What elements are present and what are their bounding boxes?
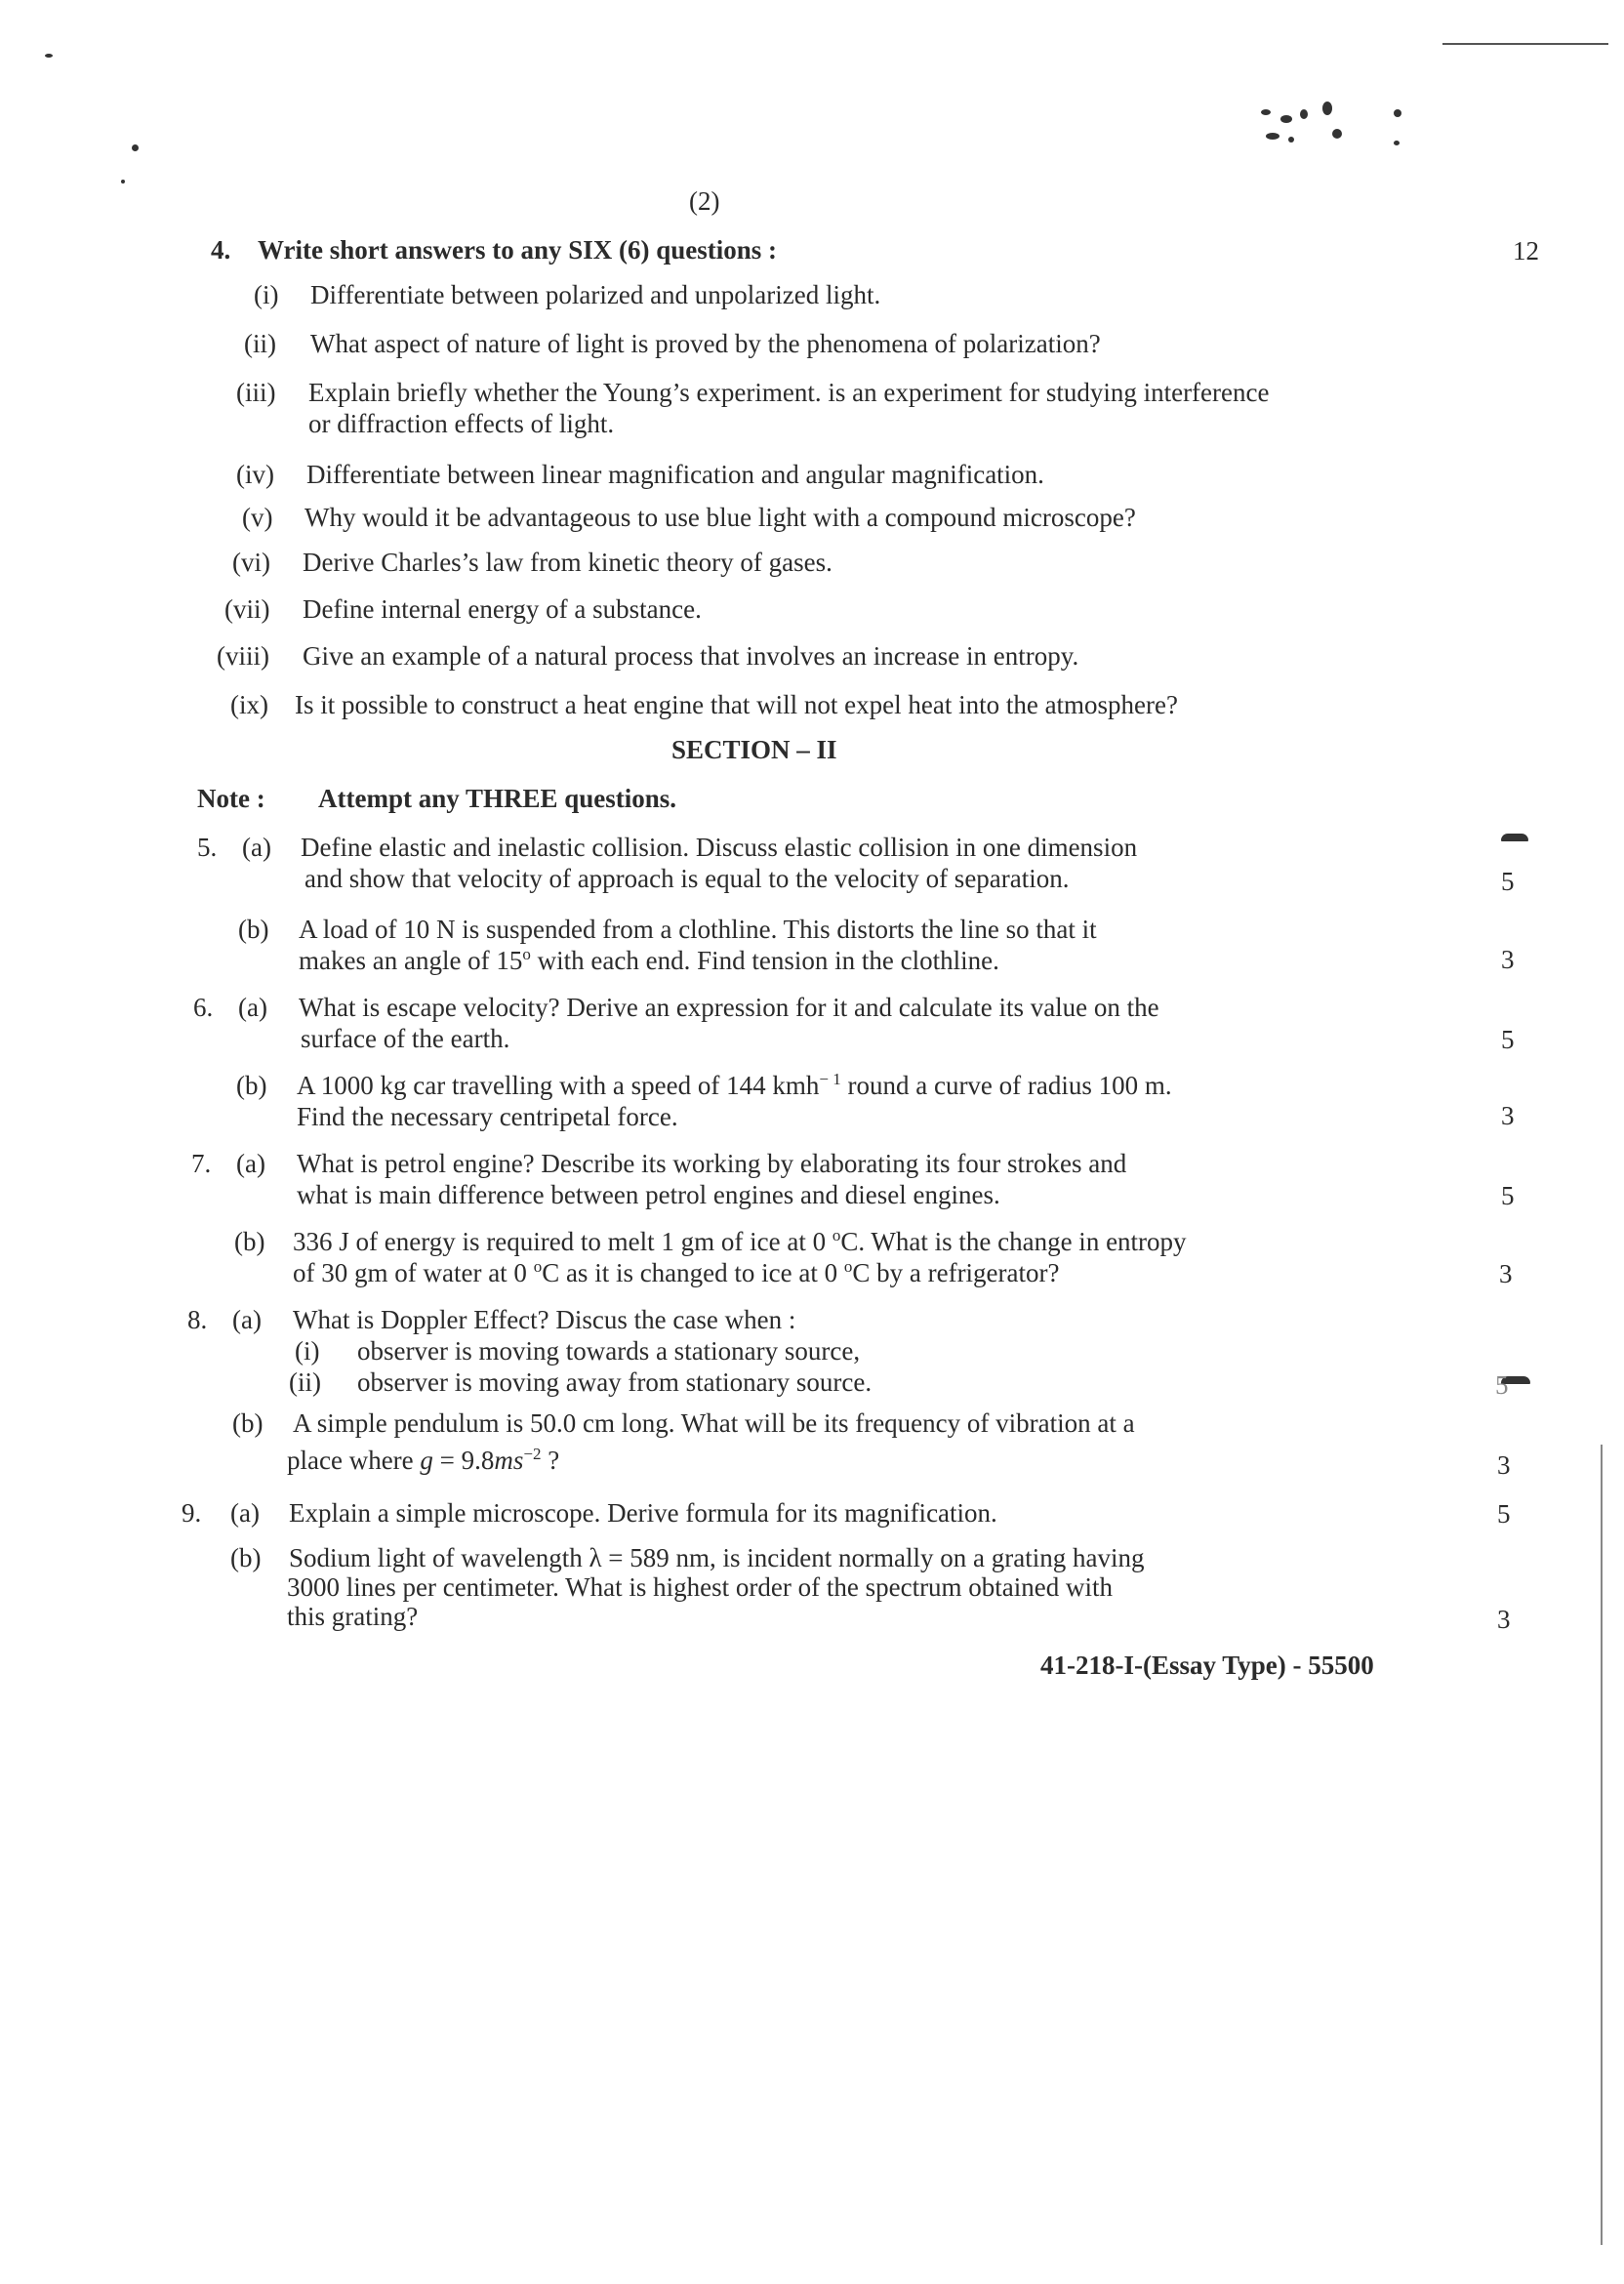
question-9-number: 9. <box>182 1498 202 1528</box>
question-text: What is petrol engine? Describe its working by elaborating its four strokes and <box>297 1149 1127 1178</box>
question-4-title: Write short answers to any SIX (6) questions : <box>258 235 778 265</box>
q4-item-num: (ix) <box>230 690 268 719</box>
part-label: (b) <box>230 1543 262 1572</box>
q4-item-num: (vi) <box>232 548 270 577</box>
question-6-number: 6. <box>193 993 214 1022</box>
part-label: (a) <box>238 993 267 1022</box>
sub-part-label: (i) <box>295 1336 320 1366</box>
question-text: A load of 10 N is suspended from a clothline. This distorts the line so that it <box>299 915 1097 944</box>
scan-speck <box>1261 109 1271 115</box>
scan-speck <box>121 180 125 184</box>
marks: 3 <box>1501 945 1515 974</box>
note-text: Attempt any THREE questions. <box>318 784 677 813</box>
question-5-number: 5. <box>197 833 218 862</box>
q4-item-text: Differentiate between polarized and unpolarized light. <box>310 280 881 309</box>
scan-speck <box>1288 137 1294 143</box>
q4-item-num: (iii) <box>236 378 276 407</box>
question-text: this grating? <box>287 1602 419 1631</box>
question-4-number: 4. <box>211 235 231 265</box>
scan-speck <box>1501 834 1528 841</box>
question-8-number: 8. <box>187 1305 208 1334</box>
sub-part-label: (ii) <box>289 1367 321 1397</box>
q4-item-num: (viii) <box>217 641 269 671</box>
q4-item-num: (ii) <box>244 329 276 358</box>
scan-speck <box>45 54 53 58</box>
paper-code: 41-218-I-(Essay Type) - 55500 <box>1040 1651 1374 1680</box>
section-heading: SECTION – II <box>671 735 837 764</box>
question-text: What is escape velocity? Derive an expression for it and calculate its value on the <box>299 993 1159 1022</box>
part-label: (a) <box>230 1498 260 1528</box>
q4-item-text-line2: or diffraction effects of light. <box>308 409 615 438</box>
part-label: (a) <box>232 1305 262 1334</box>
q4-item-num: (vii) <box>224 594 270 624</box>
q4-item-text: Give an example of a natural process that involves an increase in entropy. <box>303 641 1079 671</box>
scan-speck <box>1394 141 1400 145</box>
scan-speck <box>1394 109 1401 117</box>
page-number: (2) <box>689 186 720 216</box>
part-label: (a) <box>242 833 271 862</box>
part-label: (a) <box>236 1149 265 1178</box>
question-text: What is Doppler Effect? Discus the case when : <box>293 1305 796 1334</box>
marks: 5 <box>1501 867 1515 896</box>
question-4-marks: 12 <box>1513 236 1539 265</box>
q4-item-num: (v) <box>242 503 273 532</box>
q4-item-text: Why would it be advantageous to use blue light with a compound microscope? <box>304 503 1136 532</box>
marks: 5 <box>1495 1370 1509 1400</box>
question-text: of 30 gm of water at 0 $^o$C as it is changed to ice at 0 $^o$C by a refrigerator? <box>293 1257 1060 1287</box>
scan-speck <box>1300 109 1308 119</box>
q4-item-text: What aspect of nature of light is proved by the phenomena of polarization? <box>310 329 1101 358</box>
marks: 3 <box>1497 1605 1511 1634</box>
marks: 5 <box>1501 1181 1515 1210</box>
q4-item-num: (i) <box>254 280 279 309</box>
scan-line <box>1442 43 1608 45</box>
q4-item-text: Is it possible to construct a heat engine that will not expel heat into the atmosphere? <box>295 690 1179 719</box>
question-text: A 1000 kg car travelling with a speed of 144 kmh$^{- 1}$ round a curve of radius 100 m. <box>297 1070 1172 1100</box>
q4-item-num: (iv) <box>236 460 274 489</box>
marks: 3 <box>1499 1259 1513 1288</box>
question-text: and show that velocity of approach is equal to the velocity of separation. <box>304 864 1070 893</box>
question-text: observer is moving towards a stationary source, <box>357 1336 861 1366</box>
question-text: observer is moving away from stationary source. <box>357 1367 873 1397</box>
q4-item-text: Explain briefly whether the Young’s experiment. is an experiment for studying interference <box>308 378 1270 407</box>
question-text: Sodium light of wavelength λ = 589 nm, is incident normally on a grating having <box>289 1543 1145 1572</box>
q4-item-text: Define internal energy of a substance. <box>303 594 702 624</box>
question-7-number: 7. <box>191 1149 212 1178</box>
question-text: Explain a simple microscope. Derive formula for its magnification. <box>289 1498 997 1528</box>
part-label: (b) <box>232 1408 264 1438</box>
part-label: (b) <box>238 915 269 944</box>
q4-item-text: Differentiate between linear magnification and angular magnification. <box>306 460 1044 489</box>
scan-speck <box>1332 129 1342 139</box>
scan-speck <box>1280 115 1292 123</box>
marks: 3 <box>1501 1101 1515 1130</box>
marks: 5 <box>1497 1499 1511 1529</box>
scan-speck <box>1266 133 1279 140</box>
question-text: what is main difference between petrol engines and diesel engines. <box>297 1180 1000 1209</box>
marks: 3 <box>1497 1450 1511 1480</box>
question-text: Find the necessary centripetal force. <box>297 1102 678 1131</box>
question-text: place where $g = 9.8ms^{-2}$ ? <box>287 1445 560 1475</box>
question-text: 3000 lines per centimeter. What is highest order of the spectrum obtained with <box>287 1572 1114 1602</box>
question-text: 336 J of energy is required to melt 1 gm of ice at 0 $^o$C. What is the change in entropy <box>293 1226 1187 1256</box>
marks: 5 <box>1501 1025 1515 1054</box>
part-label: (b) <box>236 1071 267 1100</box>
question-text: A simple pendulum is 50.0 cm long. What will be its frequency of vibration at a <box>293 1408 1135 1438</box>
scan-edge <box>1601 1445 1603 2245</box>
question-text: makes an angle of 15$^o$ with each end. Find tension in the clothline. <box>299 945 999 975</box>
question-text: surface of the earth. <box>301 1024 510 1053</box>
q4-item-text: Derive Charles’s law from kinetic theory of gases. <box>303 548 832 577</box>
part-label: (b) <box>234 1227 265 1256</box>
question-text: Define elastic and inelastic collision. Discuss elastic collision in one dimension <box>301 833 1138 862</box>
scan-speck <box>1322 102 1332 115</box>
note-label: Note : <box>197 784 265 813</box>
scan-speck <box>132 144 139 151</box>
